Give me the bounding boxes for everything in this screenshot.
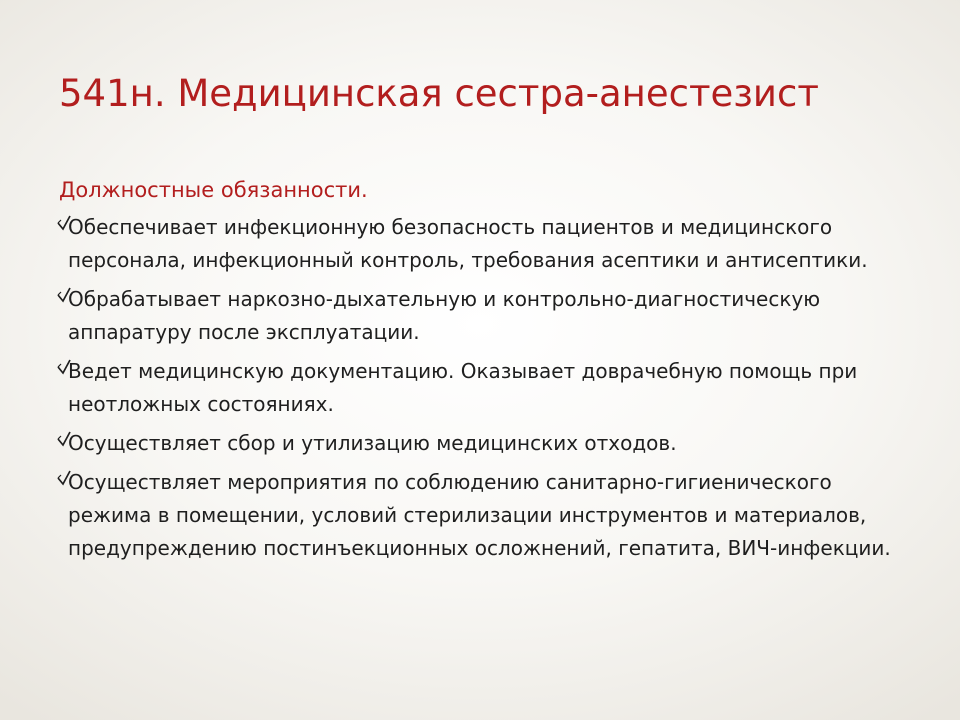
list-item-text: Осуществляет сбор и утилизацию медицинских отходов. [68, 431, 677, 455]
list-item-text: Осуществляет мероприятия по соблюдению санитарно-гигиенического режима в помещении, условий стерилизации инструментов и материалов, предупреждению постинъекционных осложнений, гепатита, ВИЧ-инфекции. [68, 470, 891, 560]
list-item [59, 355, 904, 421]
list-item-text: Обеспечивает инфекционную безопасность пациентов и медицинского персонала, инфекционный контроль, требования асептики и антисептики. [68, 215, 868, 272]
duties-list [59, 211, 904, 565]
slide-body [59, 174, 904, 571]
list-item-text: Обрабатывает наркозно-дыхательную и контрольно-диагностическую аппаратуру после эксплуатации. [68, 287, 821, 344]
checkmark-arrow-icon [57, 469, 71, 487]
list-item [59, 211, 904, 277]
checkmark-arrow-icon [57, 286, 71, 304]
checkmark-arrow-icon [57, 214, 71, 232]
checkmark-arrow-icon [57, 358, 71, 376]
list-item-text: Ведет медицинскую документацию. Оказывает доврачебную помощь при неотложных состояниях. [68, 359, 858, 416]
slide-title: 541н. Медицинская сестра-анестезист [59, 72, 819, 115]
list-item [59, 283, 904, 349]
list-item [59, 427, 904, 460]
list-item [59, 466, 904, 565]
checkmark-arrow-icon [57, 430, 71, 448]
section-subheading: Должностные обязанности. [59, 178, 368, 202]
